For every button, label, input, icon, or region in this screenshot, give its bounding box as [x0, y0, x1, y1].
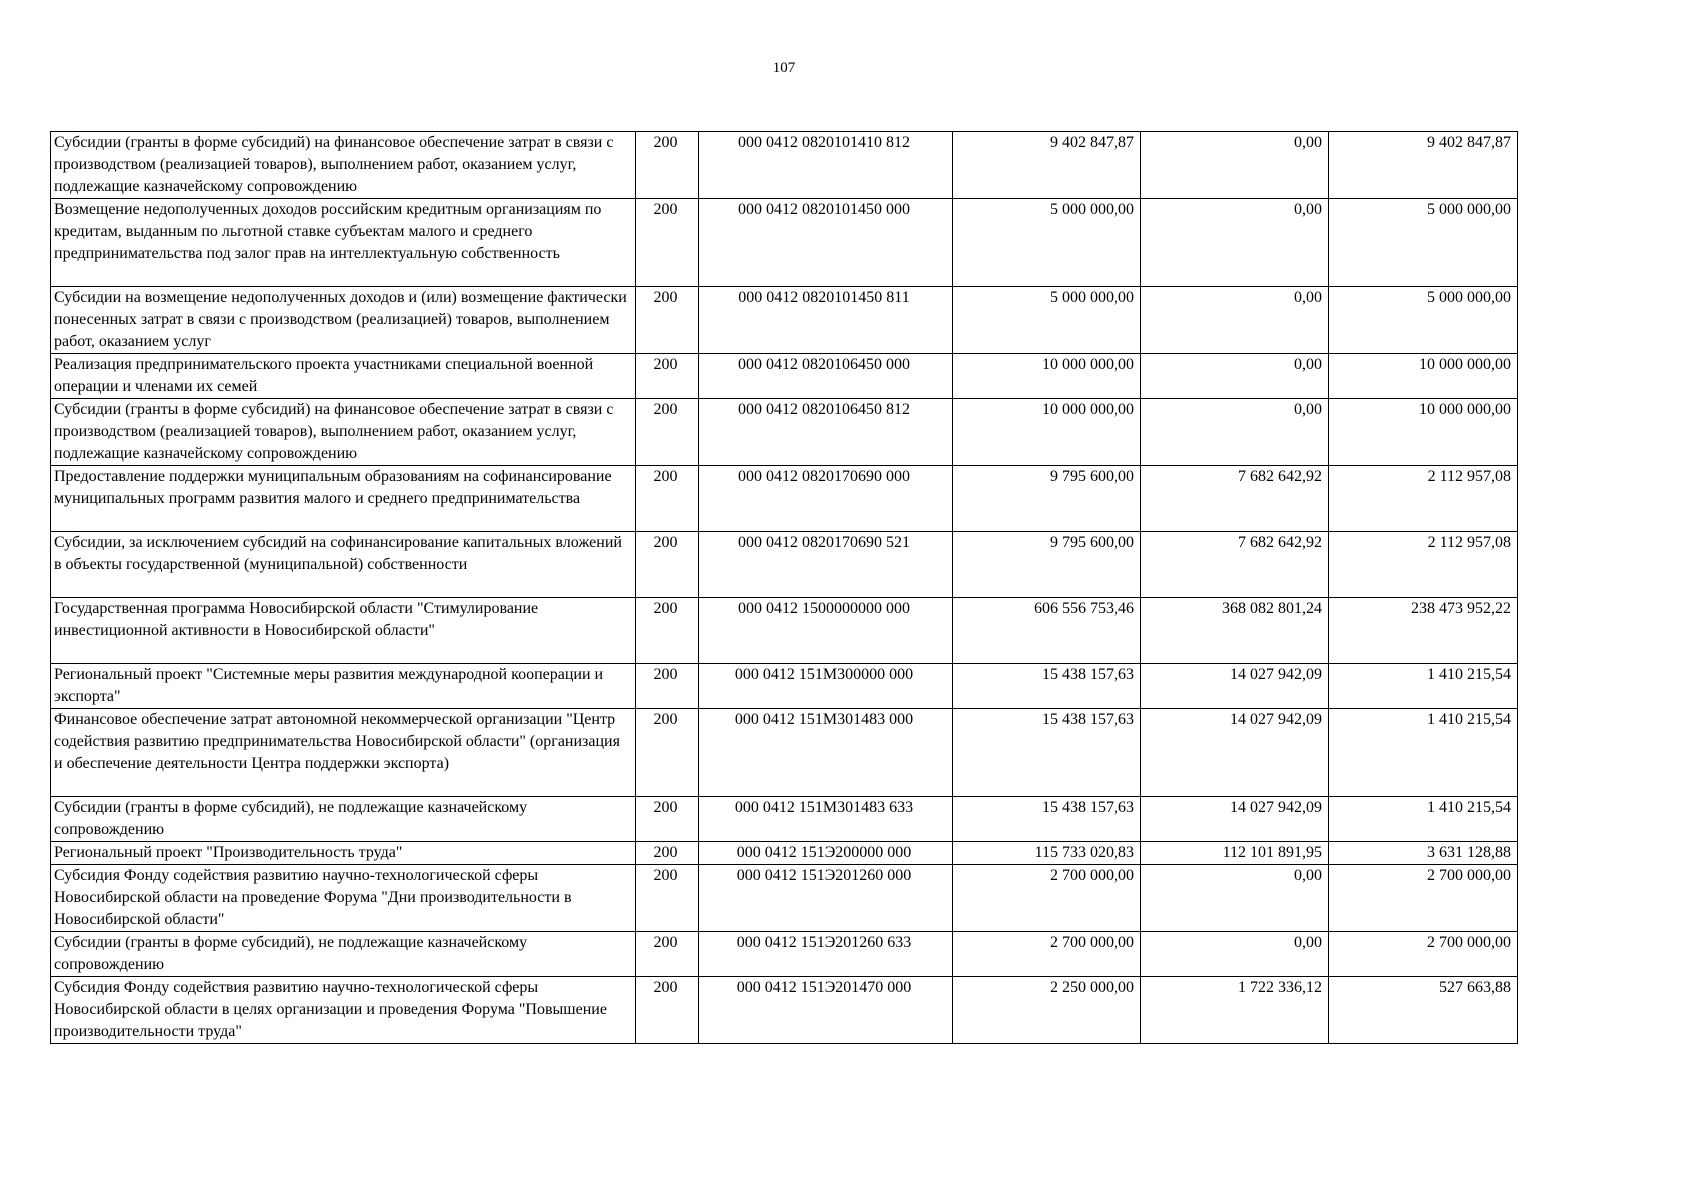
row-line-code: 200: [636, 932, 699, 977]
row-unexecuted-amount: 10 000 000,00: [1329, 399, 1518, 466]
row-budget-code: 000 0412 151Э201470 000: [699, 977, 953, 1044]
row-executed-amount: 368 082 801,24: [1141, 598, 1329, 664]
row-executed-amount: 7 682 642,92: [1141, 532, 1329, 598]
row-name: Государственная программа Новосибирской области "Стимулирование инвестиционной активности в Новосибирской области": [51, 598, 636, 664]
row-unexecuted-amount: 1 410 215,54: [1329, 664, 1518, 709]
row-budget-code: 000 0412 0820170690 521: [699, 532, 953, 598]
row-approved-amount: 2 700 000,00: [953, 865, 1141, 932]
row-name: Субсидия Фонду содействия развитию научно-технологической сферы Новосибирской области на проведение Форума "Дни производительности в Новосибирской области": [51, 865, 636, 932]
row-unexecuted-amount: 5 000 000,00: [1329, 287, 1518, 354]
row-approved-amount: 10 000 000,00: [953, 399, 1141, 466]
row-unexecuted-amount: 2 700 000,00: [1329, 932, 1518, 977]
row-line-code: 200: [636, 797, 699, 842]
row-budget-code: 000 0412 151M300000 000: [699, 664, 953, 709]
row-name: Финансовое обеспечение затрат автономной некоммерческой организации "Центр содействия развитию предпринимательства Новосибирской области" (организация и обеспечение деятельности Центра поддержки экспорта): [51, 709, 636, 797]
row-unexecuted-amount: 3 631 128,88: [1329, 842, 1518, 865]
row-executed-amount: 0,00: [1141, 287, 1329, 354]
row-executed-amount: 14 027 942,09: [1141, 797, 1329, 842]
row-budget-code: 000 0412 151M301483 000: [699, 709, 953, 797]
row-unexecuted-amount: 5 000 000,00: [1329, 199, 1518, 287]
row-budget-code: 000 0412 0820106450 000: [699, 354, 953, 399]
row-approved-amount: 9 795 600,00: [953, 466, 1141, 532]
row-name: Предоставление поддержки муниципальным образованиям на софинансирование муниципальных программ развития малого и среднего предпринимательства: [51, 466, 636, 532]
row-budget-code: 000 0412 151M301483 633: [699, 797, 953, 842]
row-name: Региональный проект "Производительность труда": [51, 842, 636, 865]
budget-table-body: [51, 132, 1518, 1044]
page-number: 107: [772, 60, 796, 76]
row-unexecuted-amount: 2 112 957,08: [1329, 532, 1518, 598]
row-unexecuted-amount: 238 473 952,22: [1329, 598, 1518, 664]
row-line-code: 200: [636, 132, 699, 199]
row-name: Субсидии (гранты в форме субсидий) на финансовое обеспечение затрат в связи с производством (реализацией товаров), выполнением работ, оказанием услуг, подлежащие казначейскому сопровождению: [51, 132, 636, 199]
row-budget-code: 000 0412 1500000000 000: [699, 598, 953, 664]
table-row: [51, 132, 1518, 199]
table-row: [51, 842, 1518, 865]
row-budget-code: 000 0412 0820170690 000: [699, 466, 953, 532]
row-approved-amount: 9 795 600,00: [953, 532, 1141, 598]
row-line-code: 200: [636, 709, 699, 797]
row-unexecuted-amount: 527 663,88: [1329, 977, 1518, 1044]
row-approved-amount: 115 733 020,83: [953, 842, 1141, 865]
row-line-code: 200: [636, 664, 699, 709]
row-name: Субсидия Фонду содействия развитию научно-технологической сферы Новосибирской области в целях организации и проведения Форума "Повышение производительности труда": [51, 977, 636, 1044]
row-line-code: 200: [636, 842, 699, 865]
row-approved-amount: 2 250 000,00: [953, 977, 1141, 1044]
row-executed-amount: 0,00: [1141, 199, 1329, 287]
row-budget-code: 000 0412 0820101450 000: [699, 199, 953, 287]
row-name: Субсидии (гранты в форме субсидий), не подлежащие казначейскому сопровождению: [51, 797, 636, 842]
row-line-code: 200: [636, 598, 699, 664]
row-approved-amount: 9 402 847,87: [953, 132, 1141, 199]
row-unexecuted-amount: 10 000 000,00: [1329, 354, 1518, 399]
row-name: Субсидии (гранты в форме субсидий) на финансовое обеспечение затрат в связи с производством (реализацией товаров), выполнением работ, оказанием услуг, подлежащие казначейскому сопровождению: [51, 399, 636, 466]
row-line-code: 200: [636, 287, 699, 354]
row-line-code: 200: [636, 865, 699, 932]
row-unexecuted-amount: 2 112 957,08: [1329, 466, 1518, 532]
row-line-code: 200: [636, 354, 699, 399]
row-executed-amount: 0,00: [1141, 132, 1329, 199]
row-name: Региональный проект "Системные меры развития международной кооперации и экспорта": [51, 664, 636, 709]
row-budget-code: 000 0412 0820106450 812: [699, 399, 953, 466]
row-approved-amount: 10 000 000,00: [953, 354, 1141, 399]
row-budget-code: 000 0412 151Э201260 633: [699, 932, 953, 977]
row-unexecuted-amount: 1 410 215,54: [1329, 709, 1518, 797]
row-budget-code: 000 0412 151Э201260 000: [699, 865, 953, 932]
row-approved-amount: 15 438 157,63: [953, 797, 1141, 842]
row-executed-amount: 0,00: [1141, 865, 1329, 932]
table-row: [51, 709, 1518, 797]
row-line-code: 200: [636, 532, 699, 598]
row-name: Субсидии, за исключением субсидий на софинансирование капитальных вложений в объекты государственной (муниципальной) собственности: [51, 532, 636, 598]
row-line-code: 200: [636, 199, 699, 287]
row-executed-amount: 0,00: [1141, 399, 1329, 466]
row-name: Возмещение недополученных доходов российским кредитным организациям по кредитам, выданным по льготной ставке субъектам малого и среднего предпринимательства под залог прав на интеллектуальную собственность: [51, 199, 636, 287]
row-executed-amount: 0,00: [1141, 932, 1329, 977]
table-row: [51, 354, 1518, 399]
table-row: [51, 466, 1518, 532]
row-name: Субсидии на возмещение недополученных доходов и (или) возмещение фактически понесенных затрат в связи с производством (реализацией) товаров, выполнением работ, оказанием услуг: [51, 287, 636, 354]
row-name: Реализация предпринимательского проекта участниками специальной военной операции и членами их семей: [51, 354, 636, 399]
row-approved-amount: 606 556 753,46: [953, 598, 1141, 664]
table-row: [51, 287, 1518, 354]
row-unexecuted-amount: 9 402 847,87: [1329, 132, 1518, 199]
row-executed-amount: 0,00: [1141, 354, 1329, 399]
row-approved-amount: 15 438 157,63: [953, 709, 1141, 797]
budget-table: [50, 131, 1518, 1044]
table-row: [51, 865, 1518, 932]
table-row: [51, 797, 1518, 842]
row-line-code: 200: [636, 399, 699, 466]
row-executed-amount: 7 682 642,92: [1141, 466, 1329, 532]
row-budget-code: 000 0412 151Э200000 000: [699, 842, 953, 865]
row-executed-amount: 1 722 336,12: [1141, 977, 1329, 1044]
row-approved-amount: 15 438 157,63: [953, 664, 1141, 709]
table-row: [51, 932, 1518, 977]
row-executed-amount: 14 027 942,09: [1141, 664, 1329, 709]
row-unexecuted-amount: 2 700 000,00: [1329, 865, 1518, 932]
row-executed-amount: 14 027 942,09: [1141, 709, 1329, 797]
row-line-code: 200: [636, 466, 699, 532]
table-row: [51, 199, 1518, 287]
row-approved-amount: 2 700 000,00: [953, 932, 1141, 977]
row-approved-amount: 5 000 000,00: [953, 287, 1141, 354]
row-executed-amount: 112 101 891,95: [1141, 842, 1329, 865]
row-approved-amount: 5 000 000,00: [953, 199, 1141, 287]
row-unexecuted-amount: 1 410 215,54: [1329, 797, 1518, 842]
table-row: [51, 664, 1518, 709]
table-row: [51, 598, 1518, 664]
row-line-code: 200: [636, 977, 699, 1044]
row-budget-code: 000 0412 0820101450 811: [699, 287, 953, 354]
row-name: Субсидии (гранты в форме субсидий), не подлежащие казначейскому сопровождению: [51, 932, 636, 977]
table-row: [51, 532, 1518, 598]
row-budget-code: 000 0412 0820101410 812: [699, 132, 953, 199]
table-row: [51, 399, 1518, 466]
table-row: [51, 977, 1518, 1044]
